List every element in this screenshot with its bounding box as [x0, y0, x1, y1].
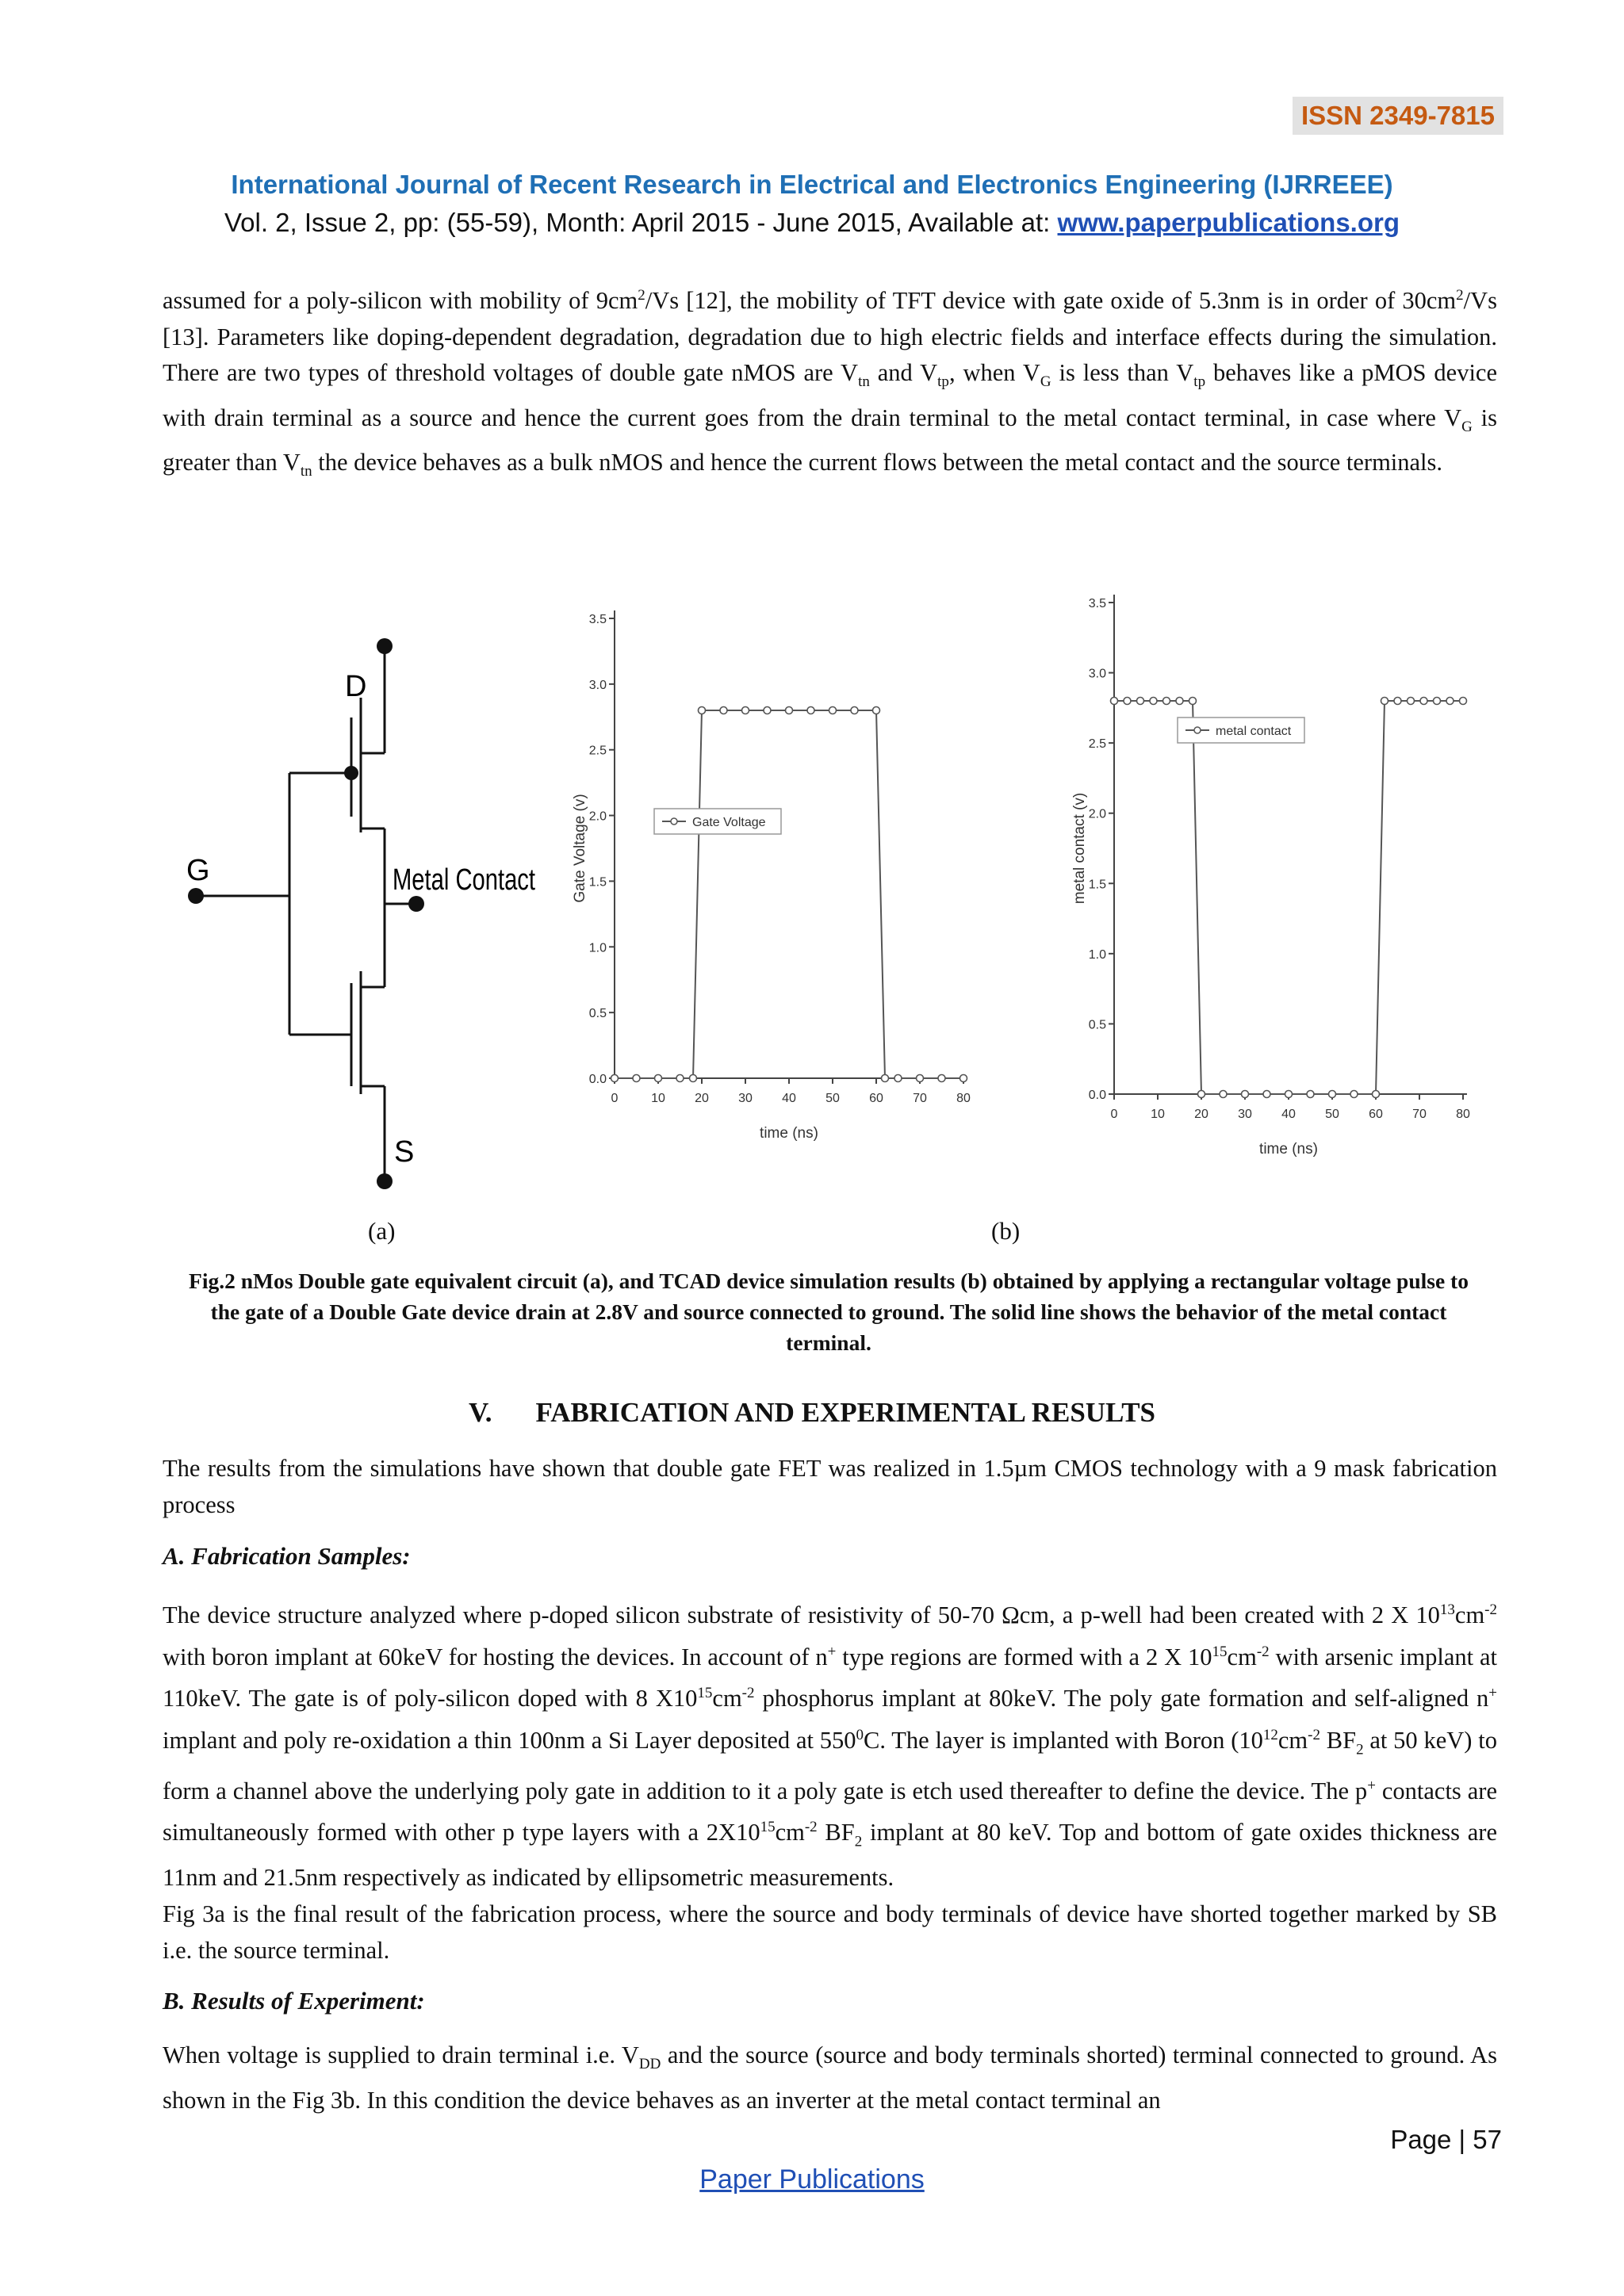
y-tick-label: 0.5 — [1088, 1018, 1106, 1032]
journal-title: International Journal of Recent Research in Electrical and Electronics Engineering (IJRREEE) — [231, 170, 1393, 199]
y-tick-label: 0.5 — [588, 1007, 607, 1021]
paragraph-intro: assumed for a poly-silicon with mobility of $9cm^2/Vs$ [12], the mobility of TFT device with gate oxide of 5.3nm is in order of $30cm^2/Vs$ [13]. Parameters like doping-dependent degradation, degradation due to high electric fields and interface effects during the simulation. There are two types of threshold voltages of double gate nMOS are $V_{tn}$ and $V_{tp}$, when $V_G$ is less than $V_{tp}$ behaves like a pMOS device with drain terminal as a source and hence the current goes from the drain terminal to the metal contact terminal, in case where $V_G$ is greater than $V_{tn}$ the device behaves as a bulk nMOS and hence the current flows between the metal contact and the source terminals. — [163, 287, 1498, 480]
y-tick-label: 1.5 — [1088, 878, 1106, 892]
x-tick-label: 0 — [1110, 1108, 1118, 1121]
x-tick-label: 50 — [825, 1092, 840, 1105]
data-point — [1176, 698, 1183, 705]
data-point — [882, 1075, 889, 1082]
data-point — [1163, 698, 1170, 705]
paragraph-section-intro: The results from the simulations have shown that double gate FET was realized in 1.5µm CMOS technology with a 9 mask fabrication process — [163, 1455, 1497, 1518]
data-point — [851, 707, 858, 714]
x-tick-label: 80 — [1456, 1108, 1470, 1121]
y-tick-label: 0.0 — [588, 1073, 607, 1086]
figure-2 — [163, 571, 1497, 1237]
data-point — [1408, 698, 1415, 705]
data-point — [786, 707, 793, 714]
y-tick-label: 3.5 — [588, 613, 607, 626]
subheading-results: B. Results of Experiment: — [163, 1987, 425, 2015]
data-point — [720, 707, 727, 714]
x-tick-label: 60 — [869, 1092, 883, 1105]
x-tick-label: 50 — [1325, 1108, 1339, 1121]
legend-marker — [671, 818, 677, 825]
x-tick-label: 40 — [782, 1092, 796, 1105]
y-tick-label: 2.5 — [1088, 737, 1106, 752]
x-tick-label: 60 — [1369, 1108, 1383, 1121]
page-number: Page | 57 — [1390, 2125, 1502, 2154]
x-tick-label: 70 — [913, 1092, 927, 1105]
x-tick-label: 10 — [651, 1092, 665, 1105]
y-tick-label: 0.0 — [1088, 1089, 1106, 1102]
y-axis-label: Gate Voltage (v) — [572, 794, 588, 903]
data-point — [1307, 1091, 1314, 1098]
data-point — [764, 707, 771, 714]
data-point — [1394, 698, 1401, 705]
data-point — [1242, 1091, 1249, 1098]
drain-label: D — [345, 670, 367, 703]
data-point — [633, 1075, 640, 1082]
data-point — [873, 707, 880, 714]
source-label: S — [394, 1135, 415, 1169]
data-point — [1220, 1091, 1227, 1098]
data-point — [676, 1075, 684, 1082]
x-axis-label: time (ns) — [760, 1125, 818, 1142]
x-tick-label: 80 — [956, 1092, 971, 1105]
issn-badge: ISSN 2349-7815 — [1293, 97, 1503, 135]
legend-marker — [1194, 727, 1201, 733]
data-point — [742, 707, 749, 714]
paragraph-fig3a: Fig 3a is the final result of the fabrication process, where the source and body terminals of device have shorted together marked by SB i.e. the source terminal. — [163, 1900, 1497, 1964]
data-point — [938, 1075, 945, 1082]
data-point — [1150, 698, 1157, 705]
x-tick-label: 40 — [1281, 1108, 1296, 1121]
y-tick-label: 3.5 — [1088, 597, 1106, 610]
subfigure-label-a: (a) — [368, 1217, 396, 1245]
y-tick-label: 1.5 — [588, 875, 607, 890]
circuit-diagram — [178, 603, 551, 1229]
data-point — [690, 1075, 697, 1082]
metal-contact-label: Metal Contact — [393, 863, 536, 897]
x-tick-label: 30 — [1238, 1108, 1252, 1121]
y-tick-label: 2.0 — [588, 809, 607, 824]
x-tick-label: 20 — [1194, 1108, 1208, 1121]
y-tick-label: 1.0 — [1088, 947, 1106, 962]
y-tick-label: 2.5 — [588, 744, 607, 758]
data-point — [829, 707, 837, 714]
gate-voltage-chart — [567, 587, 979, 1189]
data-point — [699, 707, 706, 714]
data-point — [1111, 698, 1118, 705]
data-point — [1434, 698, 1441, 705]
data-point — [960, 1075, 967, 1082]
y-tick-label: 3.0 — [1088, 667, 1106, 681]
figure-caption: Fig.2 nMos Double gate equivalent circuit (a), and TCAD device simulation results (b) obtained by applying a rectangular voltage pulse to the gate of a Double Gate device drain at 2.8V and source connected to ground. The solid line shows the behavior of the metal contact terminal. — [189, 1269, 1469, 1355]
data-point — [1263, 1091, 1270, 1098]
legend-label: metal contact — [1216, 725, 1292, 738]
x-tick-label: 10 — [1151, 1108, 1165, 1121]
data-point — [917, 1075, 924, 1082]
x-tick-label: 30 — [738, 1092, 753, 1105]
metal-contact-chart — [1067, 563, 1479, 1197]
volume-line — [0, 208, 1624, 238]
x-axis-label: time (ns) — [1259, 1141, 1318, 1158]
data-point — [1137, 698, 1144, 705]
paragraph-fabrication: The device structure analyzed where p-doped silicon substrate of resistivity of 50-70 Ωcm, a p-well had been created with 2 X $10^{13}cm^{-2}$ with boron implant at 60keV for hosting the devices. In account of n+ type regions are formed with a 2 X $10^{15}cm^{-2}$ with arsenic implant at 110keV. The gate is of poly-silicon doped with 8 $X10^{15}cm^{-2}$ phosphorus implant at 80keV. The poly gate formation and self-aligned n+ implant and poly re-oxidation a thin 100nm a Si Layer deposited at $550^0C$. The layer is implanted with Boron ($10^{12}cm^{-2}$ $BF_2$ at 50 keV) to form a channel above the underlying poly gate in addition to it a poly gate is etch used thereafter to define the device. The p+ contacts are simultaneously formed with other p type layers with a $2X10^{15}cm^{-2}$ $BF_2$ implant at 80 keV. Top and bottom of gate oxides thickness are 11nm and 21.5nm respectively as indicated by ellipsometric measurements. — [163, 1601, 1497, 1892]
section-heading: V. FABRICATION AND EXPERIMENTAL RESULTS — [468, 1397, 1156, 1428]
data-point — [1460, 698, 1467, 705]
y-tick-label: 3.0 — [588, 678, 607, 692]
series-line — [615, 710, 963, 1078]
publisher-link[interactable]: Paper Publications — [699, 2164, 925, 2195]
data-point — [1198, 1091, 1205, 1098]
data-point — [1381, 698, 1388, 705]
data-point — [807, 707, 814, 714]
data-point — [1420, 698, 1427, 705]
data-point — [1446, 698, 1454, 705]
data-point — [1285, 1091, 1293, 1098]
volume-text: Vol. 2, Issue 2, pp: (55-59), Month: April 2015 - June 2015, Available at: — [224, 208, 1058, 237]
data-point — [1124, 698, 1131, 705]
data-point — [894, 1075, 902, 1082]
subheading-fabrication: A. Fabrication Samples: — [163, 1542, 411, 1570]
y-tick-label: 1.0 — [588, 941, 607, 955]
x-tick-label: 0 — [611, 1092, 619, 1105]
website-link[interactable]: www.paperpublications.org — [1057, 208, 1400, 237]
gate-label: G — [186, 854, 210, 887]
subfigure-label-b: (b) — [991, 1217, 1021, 1245]
paragraph-results: When voltage is supplied to drain terminal i.e. $V_{DD}$ and the source (source and body terminals shorted) terminal connected to ground. As shown in the Fig 3b. In this condition the device behaves as an inverter at the metal contact terminal an — [163, 2042, 1497, 2114]
legend-label: Gate Voltage — [692, 816, 766, 829]
series-line — [1114, 701, 1463, 1094]
y-tick-label: 2.0 — [1088, 807, 1106, 821]
data-point — [1189, 698, 1197, 705]
data-point — [655, 1075, 662, 1082]
data-point — [611, 1075, 619, 1082]
data-point — [1350, 1091, 1358, 1098]
x-tick-label: 70 — [1412, 1108, 1427, 1121]
data-point — [1329, 1091, 1336, 1098]
x-tick-label: 20 — [695, 1092, 709, 1105]
data-point — [1373, 1091, 1380, 1098]
y-axis-label: metal contact (v) — [1071, 792, 1088, 905]
